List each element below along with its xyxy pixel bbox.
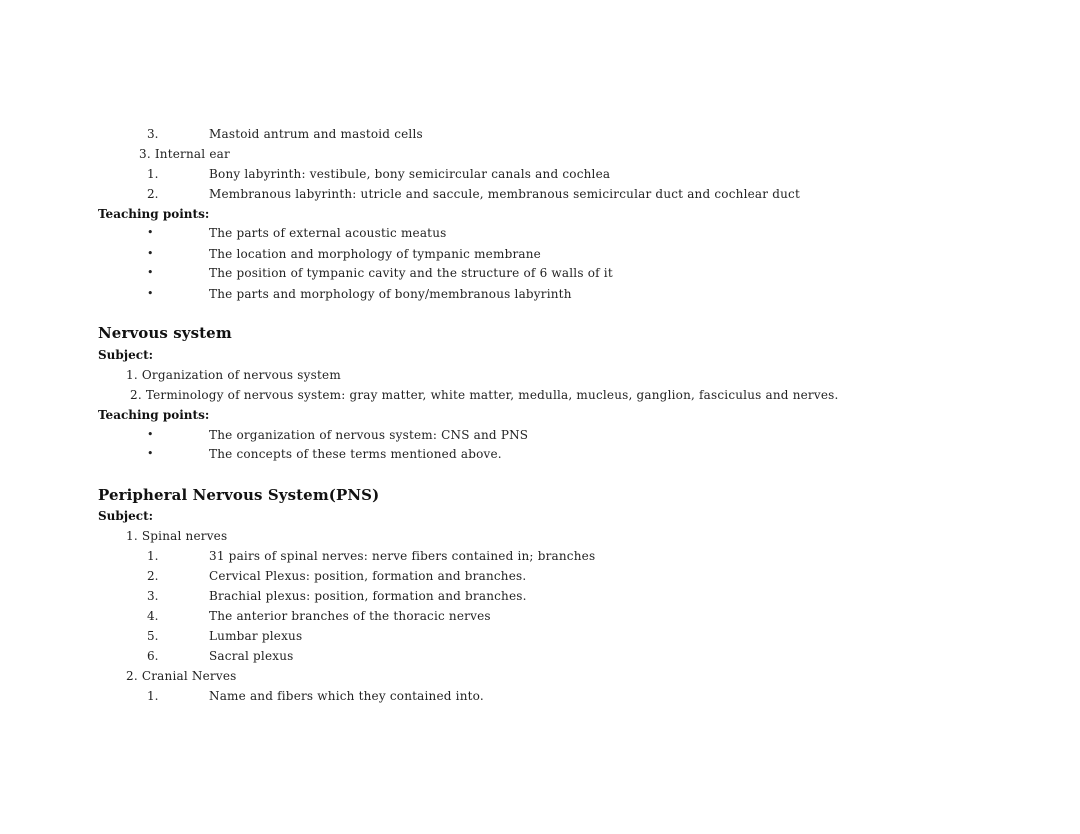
bullet-icon: •: [147, 266, 154, 279]
list-item-text: Membranous labyrinth: utricle and saccule, membranous semicircular duct and cochlear duct: [209, 187, 800, 201]
spinal-nerves-label: 1. Spinal nerves: [126, 529, 228, 543]
list-number: 1.: [147, 167, 159, 181]
list-number: 3.: [147, 589, 159, 603]
bullet-icon: •: [147, 428, 154, 441]
list-item-text: Lumbar plexus: [209, 629, 303, 643]
teaching-point: The position of tympanic cavity and the structure of 6 walls of it: [209, 266, 613, 280]
list-item-text: Name and fibers which they contained into.: [209, 689, 484, 703]
list-item-text: The anterior branches of the thoracic nerves: [209, 609, 491, 623]
internal-ear-label: 3. Internal ear: [139, 147, 230, 161]
bullet-icon: •: [147, 226, 154, 239]
bullet-icon: •: [147, 287, 154, 300]
section-heading-pns: Peripheral Nervous System(PNS): [98, 486, 380, 504]
list-item-text: Cervical Plexus: position, formation and branches.: [209, 569, 527, 583]
teaching-point: The parts and morphology of bony/membranous labyrinth: [209, 287, 572, 301]
list-number: 2.: [147, 187, 159, 201]
list-item-text: Sacral plexus: [209, 649, 294, 663]
list-number: 6.: [147, 649, 159, 663]
bullet-icon: •: [147, 247, 154, 260]
list-number: 4.: [147, 609, 159, 623]
list-number: 1.: [147, 689, 159, 703]
teaching-point: The location and morphology of tympanic membrane: [209, 247, 541, 261]
list-number: 2.: [147, 569, 159, 583]
teaching-point: The parts of external acoustic meatus: [209, 226, 447, 240]
teaching-point: The concepts of these terms mentioned above.: [209, 447, 502, 461]
teaching-point: The organization of nervous system: CNS and PNS: [209, 428, 529, 442]
subject-label: Subject:: [98, 348, 154, 362]
teaching-points-label: Teaching points:: [98, 408, 210, 422]
bullet-icon: •: [147, 447, 154, 460]
subject-item: 1. Organization of nervous system: [126, 368, 341, 382]
list-item-text: Brachial plexus: position, formation and branches.: [209, 589, 527, 603]
list-number: 1.: [147, 549, 159, 563]
list-item-text: Bony labyrinth: vestibule, bony semicircular canals and cochlea: [209, 167, 611, 181]
list-item-text: Mastoid antrum and mastoid cells: [209, 127, 423, 141]
teaching-points-label: Teaching points:: [98, 207, 210, 221]
subject-item: 2. Terminology of nervous system: gray matter, white matter, medulla, mucleus, ganglion, fasciculus and nerves.: [130, 388, 839, 402]
cranial-nerves-label: 2. Cranial Nerves: [126, 669, 237, 683]
list-number: 5.: [147, 629, 159, 643]
list-item-text: 31 pairs of spinal nerves: nerve fibers contained in; branches: [209, 549, 596, 563]
list-number: 3.: [147, 127, 159, 141]
subject-label: Subject:: [98, 509, 154, 523]
section-heading-nervous-system: Nervous system: [98, 324, 232, 342]
